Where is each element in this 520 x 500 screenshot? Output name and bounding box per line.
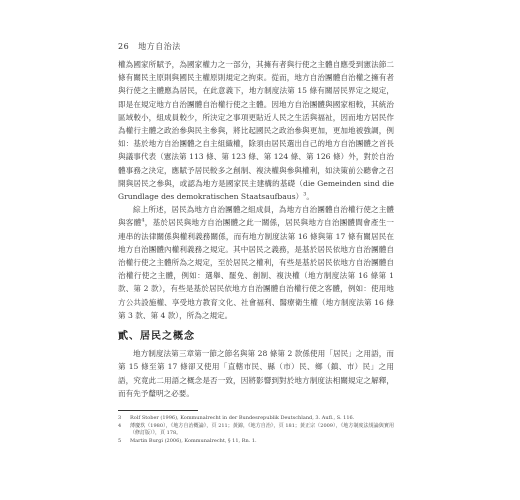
page-header — [118, 41, 181, 52]
footnote-text: Rolf Stober (1996), Kommunalrecht in der Bundesrepublik Deutschland, 3. Aufl., S. 116. — [130, 415, 355, 422]
section-heading: 貳、居民之概念 — [118, 331, 195, 343]
footnote-item — [118, 415, 394, 423]
footnote-divider — [118, 410, 198, 411]
footnote-ref-4: 4 — [141, 217, 145, 224]
footnote-text: Martin Burgi (2006), Kommunalrecht, § 11, Rn. 1. — [130, 437, 257, 444]
footnotes — [118, 415, 394, 445]
footnote-item — [118, 438, 394, 446]
paragraph-1-tail: 。 — [306, 192, 314, 202]
footnote-mark: 5 — [118, 437, 122, 444]
paragraph-2-text: 綜上所述，居民為地方自治團體之組成員，為地方自治團體自治權行使之主體與客體 — [118, 205, 394, 228]
footnote-mark: 3 — [118, 415, 122, 422]
paragraph-1-text: 權為國家所賦予，為國家權力之一部分，其擁有者與行使之主體自應受到憲法節二條有關民主原則與國民主權原則規定之拘束。從而，地方自治團體自治權之擁有者與行使之主體應為居民，在此意義下，地方制度法第 15 條有關居民界定之規定，即是在規定地方自治團體自治權行使之主體。因地方自治團體與國家相較，其統治區域較小，組成員較少，所決定之事項更貼近人民之生活與福祉，因而地方居民作為權行主體之政治參與民主參與，將比起國民之政治參與更加，更加地被強調，例如：基於地方自治團體之自主組織權，除須由居民選出自己的地方自治團體之首長與議事代表（憲法第 113 條、第 123 條、第 124 條、第 126 條）外，對於自治體事務之決定，應賦予居民較多之創制、複決權與參與權利，如決策前公聽會之召開與居民之參與，或認為地方是國家民主建構的基礎（die Gemeinden sind die Grundlage des demokratischen Staatsaufbaus） — [118, 60, 394, 202]
section-paragraph: 地方制度法第三章第一節之節名與第 28 條第 2 款係使用「居民」之用語，而第 15 條至第 17 條卻又使用「直轄市民、縣（市）民、鄉（鎮、市）民」之用語，究竟此二用語之概念是否一致，因將影響到對於地方制度法相關規定之解釋，而有先予釐明之必要。 — [118, 349, 394, 398]
page-body — [118, 58, 394, 445]
footnote-ref-3: 3 — [303, 191, 307, 198]
running-title: 地方自治法 — [138, 42, 181, 51]
paragraph-1 — [118, 58, 394, 203]
footnote-text: 薄慶玖（1980），《地方自治概論》，頁 211；黃錦，《地方自治》，頁 181；黃正宗（2009），《地方制度法規論與實用（修訂版）》，頁 178。 — [130, 422, 394, 437]
paragraph-2 — [118, 203, 394, 322]
footnote-mark: 4 — [118, 422, 122, 429]
footnote-item — [118, 423, 394, 438]
page-number: 26 — [118, 42, 130, 51]
paragraph-2-tail: ，基於居民與地方自治團體之此一關係，居民與地方自治團體間會產生一連串的法律關係與權利義務關係，而有地方制度法第 16 條與第 17 條有關居民在地方自治團體內權利義務之規定。其中居民之義務，是基於居民依地方自治團體自治權行使之主體所為之規定，至於居民之權利，有些是基於居民依地方自治團體自治權行使之主體，例如：選舉、罷免、創制、複決權（地方制度法第 16 條第 1 款、第 2 款），有些是基於居民依地方自治團體自治權行使之客體，例如：使用地方公共設施權、享受地方教育文化、社會福利、醫療衛生權（地方制度法第 16 條第 3 款、第 4 款），所為之規定。 — [118, 218, 395, 320]
